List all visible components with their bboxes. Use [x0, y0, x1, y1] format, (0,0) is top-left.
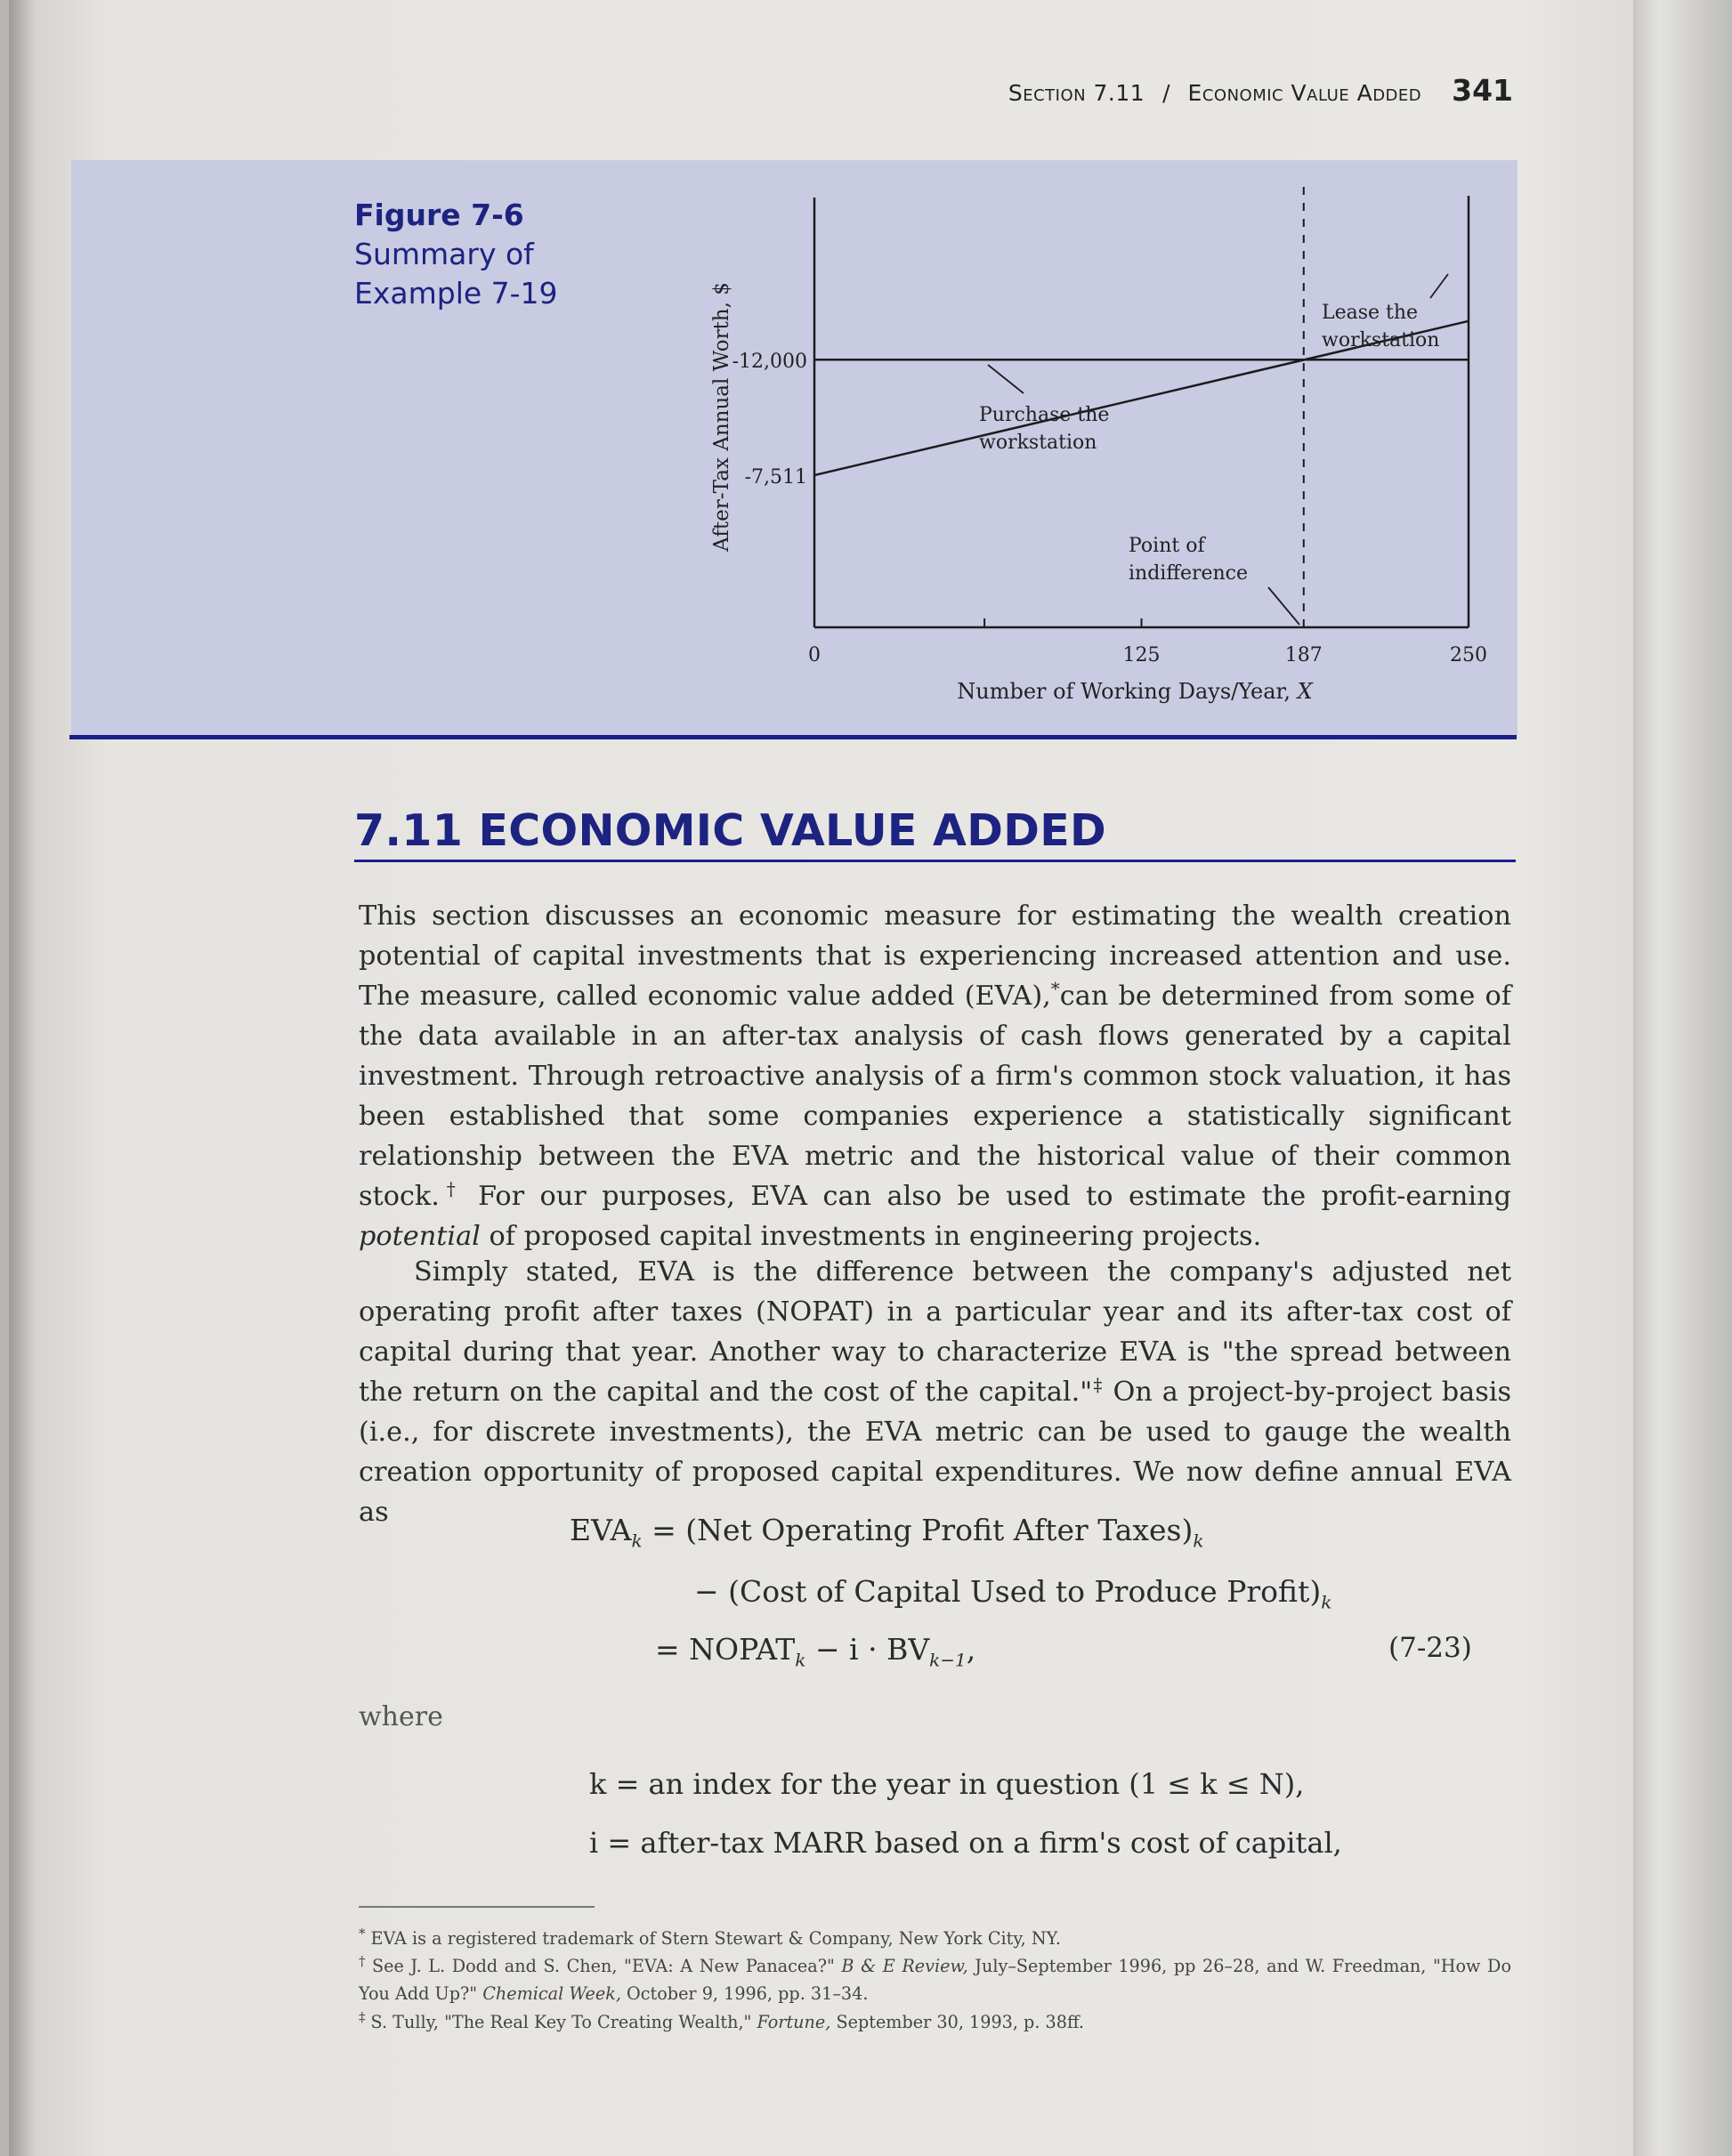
- para1-text-c: For our purposes, EVA can also be used to estimate the profit-earning: [462, 1181, 1512, 1212]
- footnote-ref-2: †: [439, 1177, 463, 1199]
- para1-text-d: of proposed capital investments in engineering projects.: [480, 1221, 1262, 1252]
- figure-caption: [354, 196, 586, 313]
- page-number: 341: [1452, 73, 1513, 108]
- running-head-separator: /: [1162, 80, 1170, 106]
- footnote-2: [359, 1952, 1511, 2007]
- x-tick-label: 125: [1122, 644, 1161, 666]
- paragraph-1: [359, 896, 1511, 1256]
- footnote-2-journal: B & E Review,: [841, 1956, 968, 1976]
- where-label: where: [359, 1701, 443, 1732]
- y-axis-title: After-Tax Annual Worth, $: [710, 282, 733, 552]
- page-edge: [1633, 0, 1732, 2156]
- footnote-3: [359, 2008, 1511, 2036]
- para1-text-a: This section discusses an economic measure for estimating the wealth creation potential of capital investments that is experiencing increased attention and use. The measure, called economic value added (EVA),: [359, 900, 1511, 1012]
- equation-line-2: [694, 1574, 1331, 1613]
- x-tick-label: 0: [808, 644, 821, 666]
- annotation-indifference-leader: [1268, 587, 1299, 625]
- equation-line-1: [570, 1513, 1203, 1552]
- eq1-sub2: k: [1193, 1530, 1204, 1552]
- para2-text-b: On a project-by-project basis (i.e., for discrete investments), the EVA metric can be used to gauge the wealth creation opportunity of proposed capital expenditures. We now define annual EVA as: [359, 1377, 1511, 1528]
- annotation-indifference-line2: indifference: [1129, 562, 1249, 585]
- eq1-sub: k: [631, 1530, 643, 1552]
- para1-text-b: can be determined from some of the data available in an after-tax analysis of cash flows generated by a capital investment. Through retroactive analysis of a firm's common stock valuation, it has been established that some companies experience a statistically significant relationship between the EVA metric and the historical value of their common stock.: [359, 981, 1511, 1212]
- footnote-2-text-b: July–September 1996, pp 26–28, and W. Freedman, "How Do You Add Up?": [359, 1956, 1511, 2004]
- footnote-1-text: EVA is a registered trademark of Stern Stewart & Company, New York City, NY.: [370, 1928, 1061, 1949]
- eq3-c: ,: [966, 1632, 976, 1667]
- footnote-2-journal2: Chemical Week,: [482, 1983, 621, 2004]
- x-axis-title: Number of Working Days/Year, X: [957, 679, 1313, 704]
- footnote-2-text-c: October 9, 1996, pp. 31–34.: [620, 1983, 869, 2004]
- breakeven-chart: [676, 187, 1495, 712]
- eq1-lhs: EVA: [570, 1513, 632, 1547]
- figure-caption-text: Summary of Example 7-19: [354, 237, 558, 311]
- section-heading: 7.11 ECONOMIC VALUE ADDED: [354, 805, 1106, 856]
- annotation-purchase-line1: Purchase the: [979, 404, 1110, 426]
- equation-number: (7-23): [1388, 1632, 1472, 1664]
- footnote-rule: [359, 1906, 595, 1908]
- annotation-purchase-line2: workstation: [979, 432, 1097, 454]
- y-tick-label: -12,000: [732, 351, 807, 374]
- eq2-text: − (Cost of Capital Used to Produce Profit): [694, 1574, 1322, 1609]
- footnote-2-mark: †: [359, 1952, 367, 1969]
- eq2-sub: k: [1321, 1591, 1332, 1613]
- eq3-b: − i · BV: [805, 1632, 930, 1667]
- annotation-lease-line1: Lease the: [1322, 302, 1419, 324]
- footnote-2-text-a: See J. L. Dodd and S. Chen, "EVA: A New Panacea?": [371, 1956, 842, 1976]
- paragraph-2: [359, 1252, 1511, 1532]
- y-tick-label: -7,511: [744, 466, 807, 489]
- eq3-a: = NOPAT: [655, 1632, 796, 1667]
- section-heading-rule: [354, 860, 1516, 862]
- running-head-title: Economic Value Added: [1187, 80, 1422, 106]
- para1-italic: potential: [359, 1221, 481, 1252]
- definition-k: k = an index for the year in question (1 ≤ k ≤ N),: [589, 1767, 1305, 1801]
- footnote-1-mark: *: [359, 1925, 366, 1942]
- eq1-rhs: = (Net Operating Profit After Taxes): [642, 1513, 1194, 1547]
- figure-bottom-rule: [69, 735, 1517, 739]
- figure-label: Figure 7-6: [354, 198, 524, 232]
- footnote-3-text-b: September 30, 1993, p. 38ff.: [830, 2012, 1084, 2032]
- equation-line-3: [655, 1632, 975, 1671]
- x-tick-label: 250: [1450, 644, 1487, 666]
- footnote-3-text-a: S. Tully, "The Real Key To Creating Wealth,": [370, 2012, 757, 2032]
- annotation-lease-line2: workstation: [1322, 329, 1440, 351]
- running-head-section: Section 7.11: [1008, 80, 1145, 106]
- x-tick-label: 187: [1284, 644, 1323, 666]
- footnote-ref-1: *: [1050, 977, 1060, 999]
- footnote-3-journal: Fortune,: [757, 2012, 831, 2032]
- eq3-sub1: k: [795, 1649, 806, 1671]
- eq3-sub2: k−1: [929, 1649, 967, 1671]
- para2-text-a: Simply stated, EVA is the difference between the company's adjusted net operating profit after taxes (NOPAT) in a particular year and its after-tax cost of capital during that year. Another way to characterize EVA is "the spread between the return on the capital and the cost of the capital.": [359, 1256, 1511, 1408]
- definition-i: i = after-tax MARR based on a firm's cost of capital,: [589, 1826, 1342, 1860]
- footnote-1: [359, 1925, 1511, 1952]
- footnote-ref-3: ‡: [1092, 1373, 1104, 1395]
- annotation-lease-leader: [1430, 274, 1448, 298]
- annotation-purchase-leader: [988, 365, 1024, 393]
- footnote-3-mark: ‡: [359, 2008, 366, 2025]
- running-head: [979, 73, 1513, 117]
- annotation-indifference-line1: Point of: [1129, 535, 1205, 557]
